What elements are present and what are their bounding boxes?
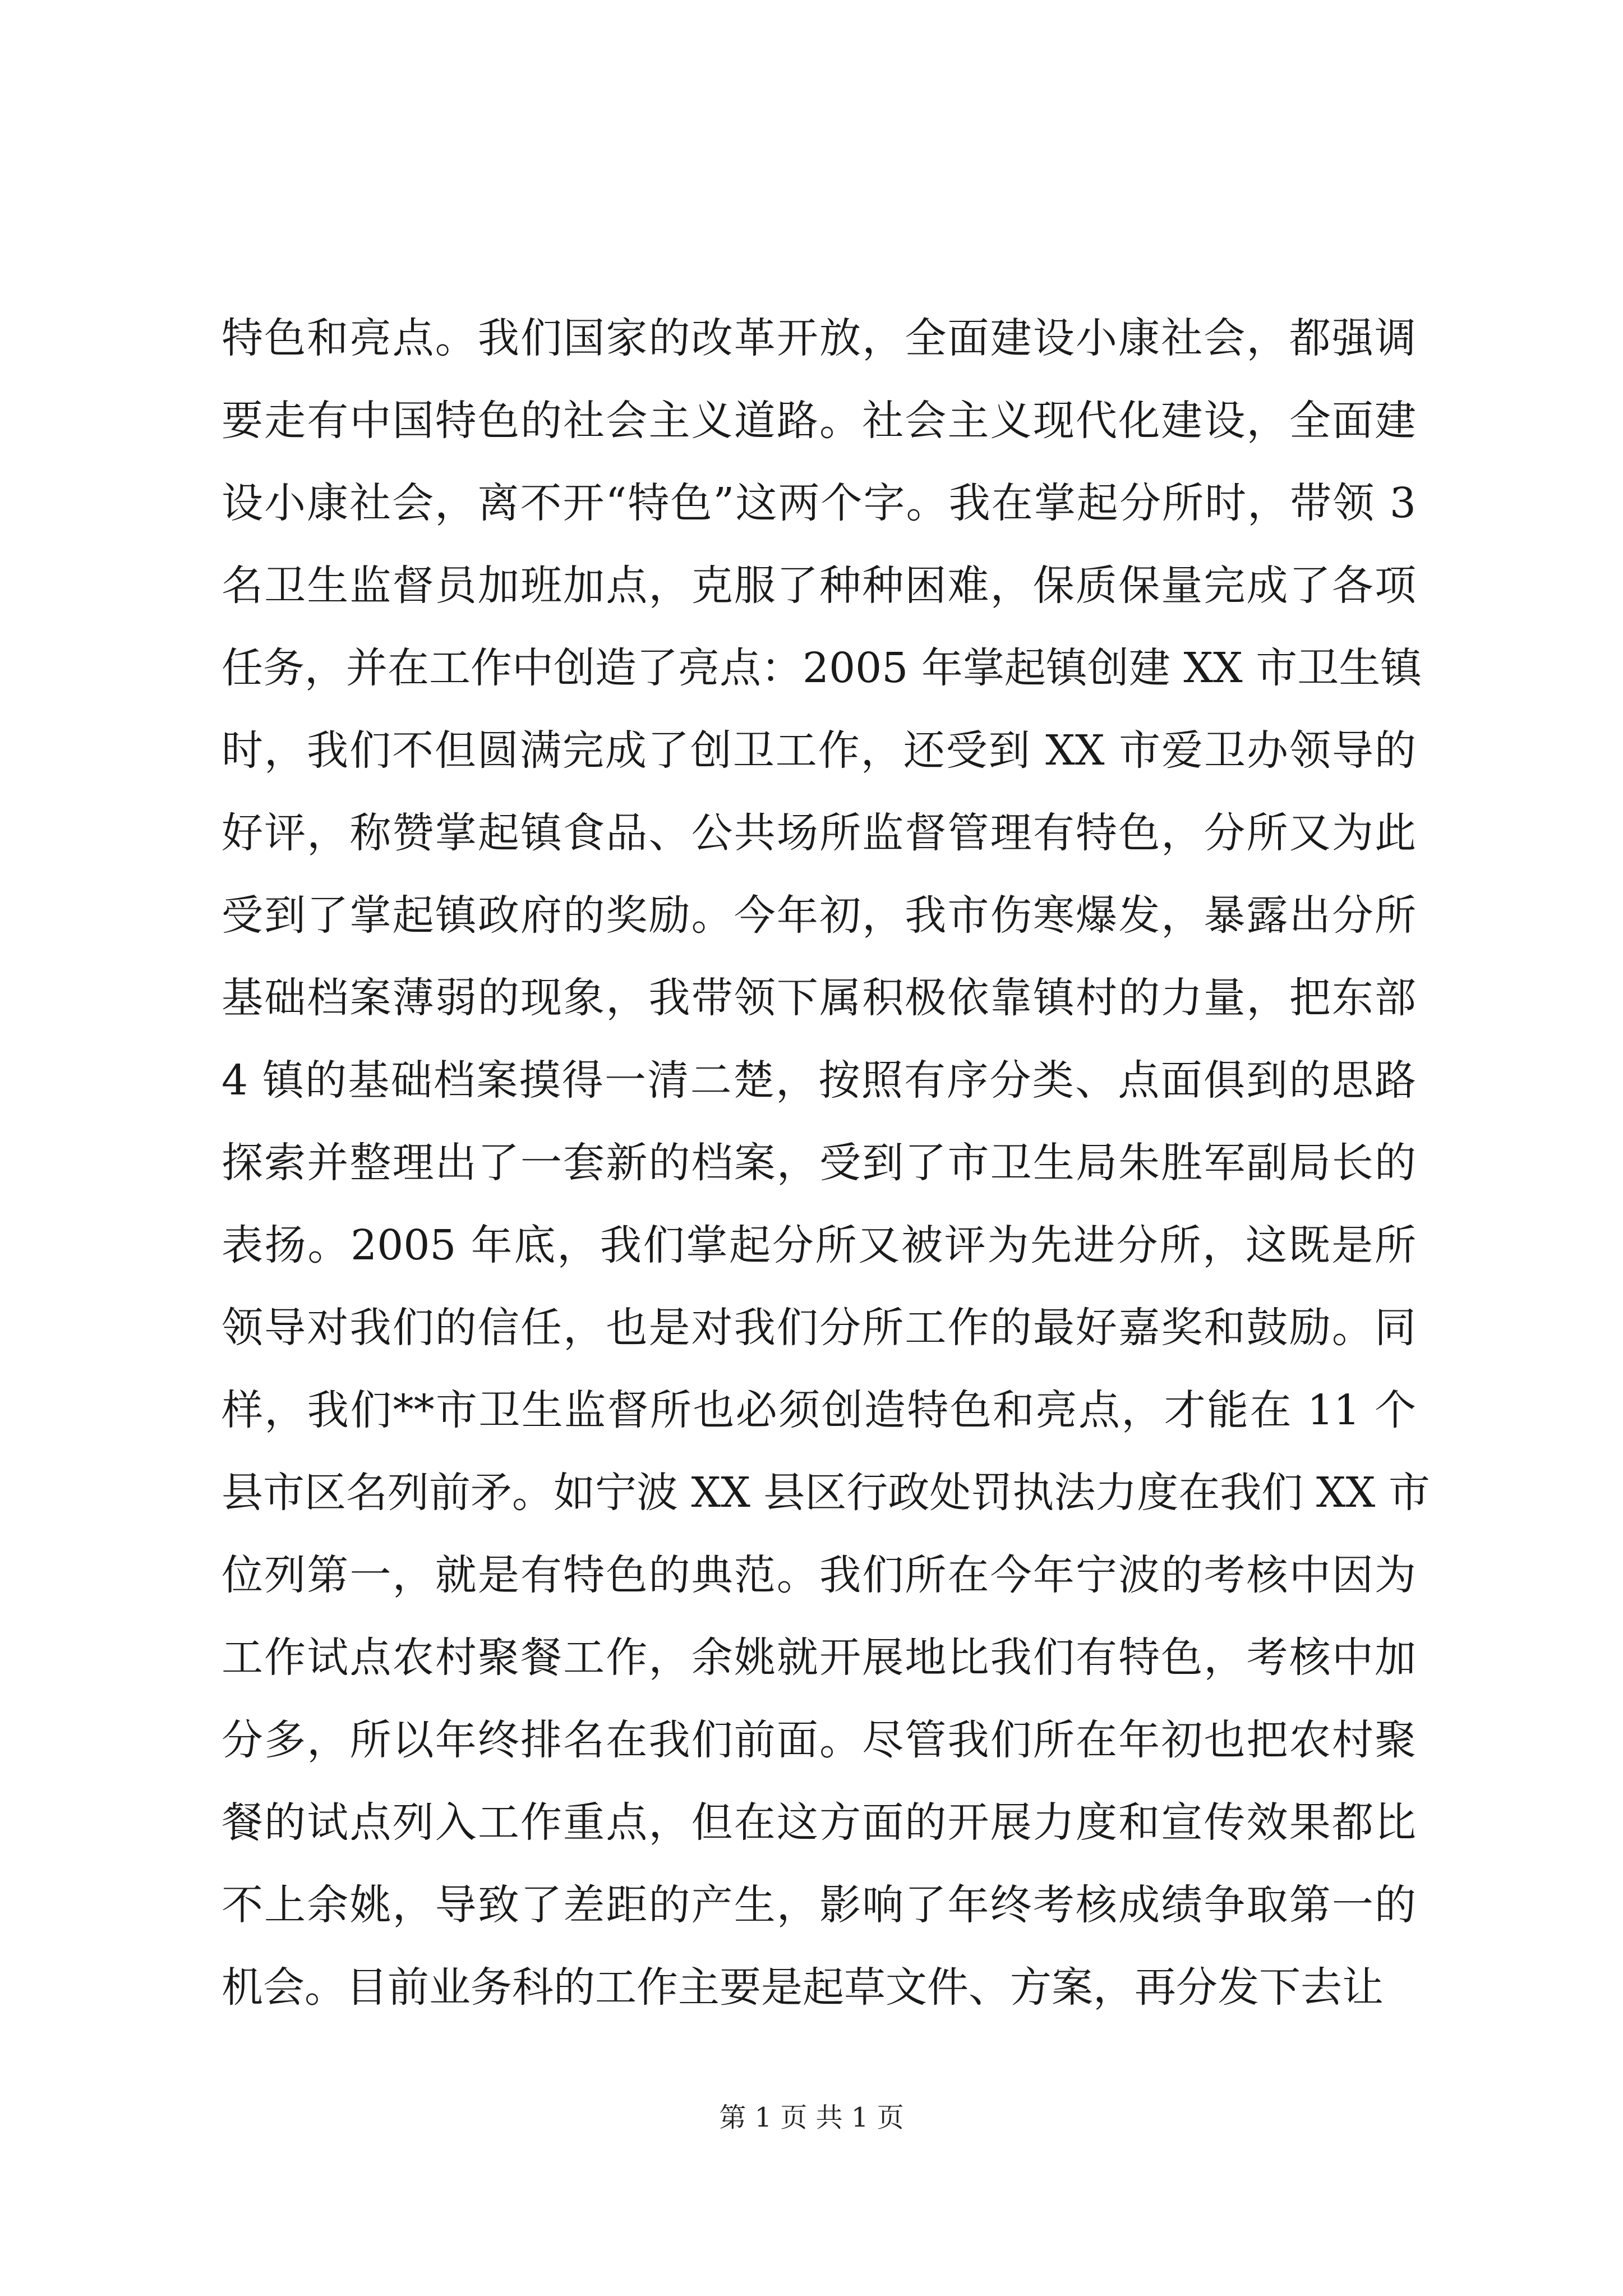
text-line: 4 镇的基础档案摸得一清二楚，按照有序分类、点面俱到的思路 bbox=[222, 1056, 1416, 1105]
text-line: 好评，称赞掌起镇食品、公共场所监督管理有特色，分所又为此 bbox=[222, 809, 1416, 857]
text-line: 样，我们**市卫生监督所也必须创造特色和亮点，才能在 11 个 bbox=[222, 1386, 1416, 1434]
page-footer: 第 1 页 共 1 页 bbox=[719, 2102, 904, 2133]
text-line: 特色和亮点。我们国家的改革开放，全面建设小康社会，都强调 bbox=[222, 314, 1416, 362]
text-line: 领导对我们的信任，也是对我们分所工作的最好嘉奖和鼓励。同 bbox=[222, 1304, 1416, 1352]
text-line: 设小康社会，离不开“特色”这两个字。我在掌起分所时，带领 3 bbox=[222, 479, 1416, 527]
text-line: 任务，并在工作中创造了亮点：2005 年掌起镇创建 XX 市卫生镇 bbox=[222, 644, 1422, 692]
text-line: 时，我们不但圆满完成了创卫工作，还受到 XX 市爱卫办领导的 bbox=[222, 726, 1416, 775]
text-line: 位列第一，就是有特色的典范。我们所在今年宁波的考核中因为 bbox=[222, 1551, 1416, 1599]
text-line: 不上余姚，导致了差距的产生，影响了年终考核成绩争取第一的 bbox=[222, 1881, 1416, 1929]
text-line: 机会。目前业务科的工作主要是起草文件、方案，再分发下去让 bbox=[222, 1963, 1384, 2012]
text-line: 名卫生监督员加班加点，克服了种种困难，保质保量完成了各项 bbox=[222, 562, 1416, 610]
text-line: 基础档案薄弱的现象，我带领下属积极依靠镇村的力量，把东部 bbox=[222, 974, 1416, 1022]
text-line: 分多，所以年终排名在我们前面。尽管我们所在年初也把农村聚 bbox=[222, 1716, 1416, 1764]
text-line: 餐的试点列入工作重点，但在这方面的开展力度和宣传效果都比 bbox=[222, 1798, 1416, 1847]
text-line: 工作试点农村聚餐工作，余姚就开展地比我们有特色，考核中加 bbox=[222, 1634, 1416, 1682]
body-text bbox=[222, 297, 1430, 2029]
text-line: 探索并整理出了一套新的档案，受到了市卫生局朱胜军副局长的 bbox=[222, 1139, 1416, 1187]
text-line: 要走有中国特色的社会主义道路。社会主义现代化建设，全面建 bbox=[222, 397, 1416, 445]
text-line: 受到了掌起镇政府的奖励。今年初，我市伤寒爆发，暴露出分所 bbox=[222, 891, 1416, 940]
text-line: 县市区名列前矛。如宁波 XX 县区行政处罚执法力度在我们 XX 市 bbox=[222, 1469, 1430, 1517]
text-line: 表扬。2005 年底，我们掌起分所又被评为先进分所，这既是所 bbox=[222, 1221, 1416, 1269]
